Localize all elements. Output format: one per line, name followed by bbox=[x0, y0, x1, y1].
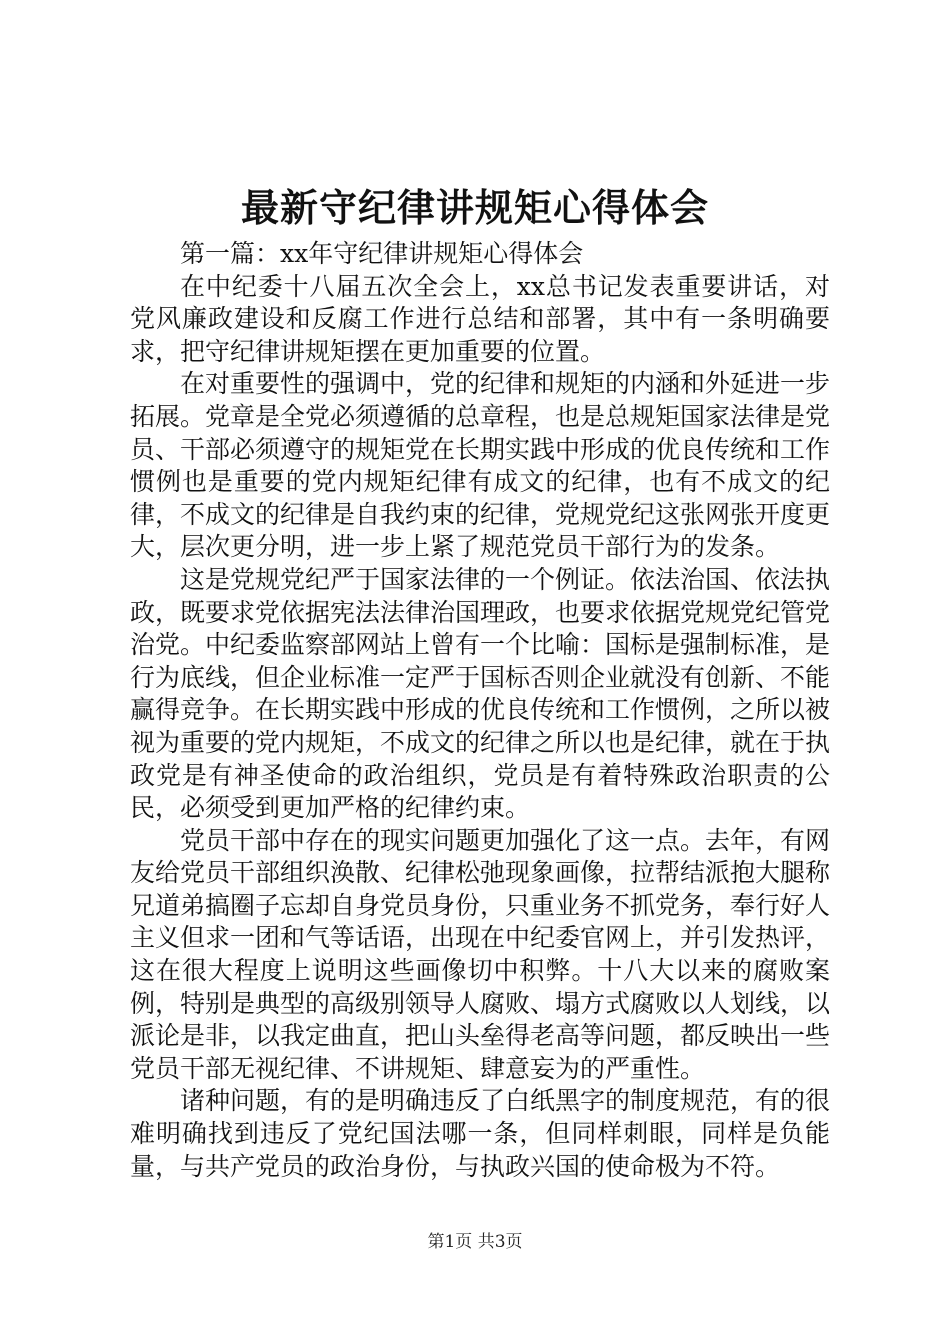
body-paragraph: 诸种问题，有的是明确违反了白纸黑字的制度规范，有的很难明确找到违反了党纪国法哪一条，但同样刺眼，同样是负能量，与共产党员的政治身份，与执政兴国的使命极为不符。 bbox=[130, 1086, 831, 1181]
document-title: 最新守纪律讲规矩心得体会 bbox=[240, 185, 709, 230]
page-number-footer: 第1页 共3页 bbox=[427, 1232, 523, 1252]
body-paragraph: 在对重要性的强调中，党的纪律和规矩的内涵和外延进一步拓展。党章是全党必须遵循的总章程，也是总规矩国家法律是党员、干部必须遵守的规矩党在长期实践中形成的优良传统和工作惯例也是重要的党内规矩纪律有成文的纪律，也有不成文的纪律，不成文的纪律是自我约束的纪律，党规党纪这张网张开度更大，层次更分明，进一步上紧了规范党员干部行为的发条。 bbox=[130, 369, 831, 562]
body-paragraph: 在中纪委十八届五次全会上，xx总书记发表重要讲话，对党风廉政建设和反腐工作进行总结和部署，其中有一条明确要求，把守纪律讲规矩摆在更加重要的位置。 bbox=[130, 271, 830, 366]
body-paragraph: 这是党规党纪严于国家法律的一个例证。依法治国、依法执政，既要求党依据宪法法律治国理政，也要求依据党规党纪管党治党。中纪委监察部网站上曾有一个比喻：国标是强制标准，是行为底线，但企业标准一定严于国标否则企业就没有创新、不能赢得竞争。在长期实践中形成的优良传统和工作惯例，之所以被视为重要的党内规矩，不成文的纪律之所以也是纪律，就在于执政党是有神圣使命的政治组织，党员是有着特殊政治职责的公民，必须受到更加严格的纪律约束。 bbox=[130, 564, 831, 823]
document-body bbox=[130, 238, 830, 1183]
section-heading: 第一篇：xx年守纪律讲规矩心得体会 bbox=[180, 239, 584, 268]
body-paragraph: 党员干部中存在的现实问题更加强化了这一点。去年，有网友给党员干部组织涣散、纪律松弛现象画像，拉帮结派抱大腿称兄道弟搞圈子忘却自身党员身份，只重业务不抓党务，奉行好人主义但求一团和气等话语，出现在中纪委官网上，并引发热评，这在很大程度上说明这些画像切中积弊。十八大以来的腐败案例，特别是典型的高级别领导人腐败、塌方式腐败以人划线，以派论是非，以我定曲直，把山头垒得老高等问题，都反映出一些党员干部无视纪律、不讲规矩、肆意妄为的严重性。 bbox=[130, 825, 831, 1083]
